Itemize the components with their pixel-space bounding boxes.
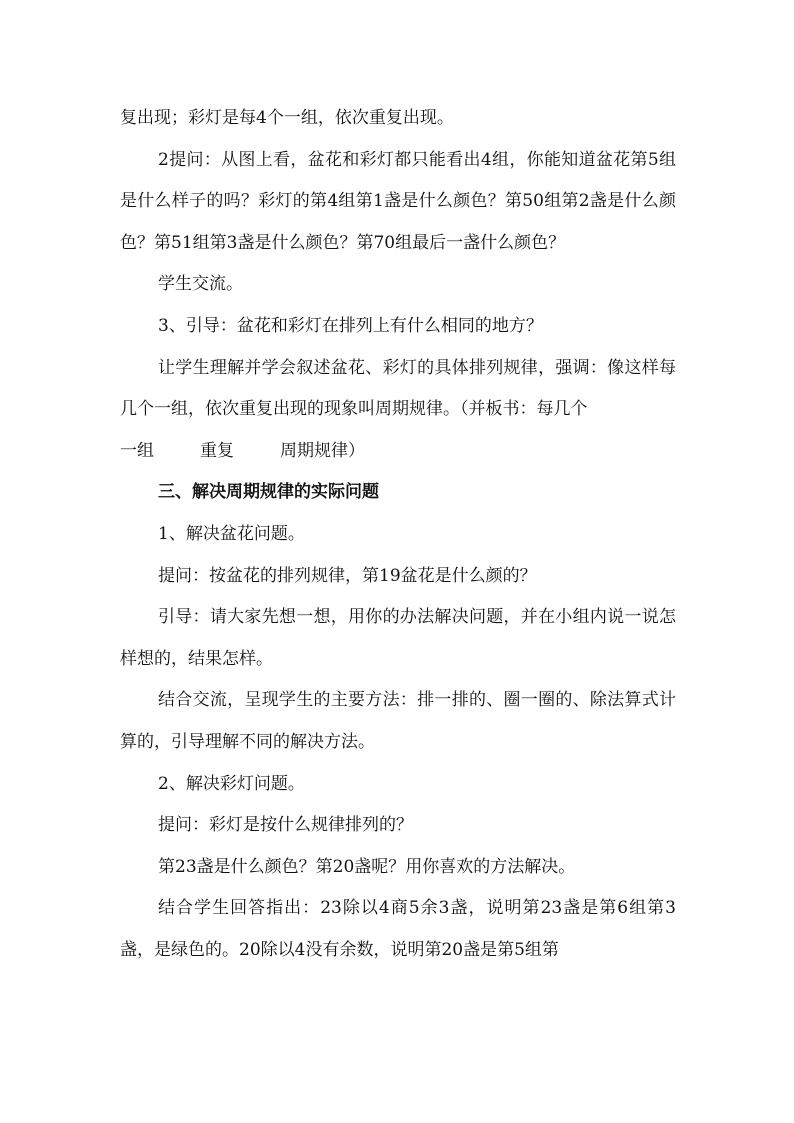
paragraph-flower-problem: 1、解决盆花问题。 (158, 523, 305, 544)
paragraph-lamp-23-20: 第23盏是什么颜色？第20盏呢？用你喜欢的方法解决。 (158, 856, 576, 877)
board-note-group: 一组 (120, 440, 154, 461)
paragraph-student-exchange: 学生交流。 (158, 274, 243, 295)
paragraph-lamp-problem: 2、解决彩灯问题。 (158, 773, 305, 794)
section-heading-3: 三、解决周期规律的实际问题 (158, 482, 379, 503)
paragraph-guide-think: 引导：请大家先想一想，用你的办法解决问题，并在小组内说一说怎样想的，结果怎样。 (120, 607, 676, 669)
paragraph-lamp-question: 提问：彩灯是按什么规律排列的？ (158, 815, 413, 836)
document-body (120, 98, 676, 971)
paragraph-question-2: 2提问：从图上看，盆花和彩灯都只能看出4组，你能知道盆花第5组是什么样子的吗？彩灯的第4组第1盏是什么颜色？第50组第2盏是什么颜色？第51组第3盏是什么颜色？第70组最后一盏什么颜色？ (120, 149, 676, 253)
paragraph-answer-summary: 结合学生回答指出：23除以4商5余3盏，说明第23盏是第6组第3盏，是绿色的。20除以4没有余数，说明第20盏是第5组第 (120, 898, 676, 960)
board-note-repeat: 重复 (200, 440, 234, 461)
paragraph-methods: 结合交流，呈现学生的主要方法：排一排的、圈一圈的、除法算式计算的，引导理解不同的解决方法。 (120, 690, 676, 752)
board-note-rule: 周期规律） (280, 440, 365, 461)
paragraph-periodic-rule: 让学生理解并学会叙述盆花、彩灯的具体排列规律，强调：像这样每几个一组，依次重复出现的现象叫周期规律。（并板书：每几个 (120, 357, 676, 420)
paragraph-guide-3: 3、引导：盆花和彩灯在排列上有什么相同的地方？ (158, 315, 543, 336)
paragraph-flower-question: 提问：按盆花的排列规律，第19盆花是什么颜的？ (158, 565, 537, 586)
paragraph-continuation: 复出现；彩灯是每4个一组，依次重复出现。 (120, 108, 454, 128)
paragraph-board-notes (120, 431, 676, 473)
